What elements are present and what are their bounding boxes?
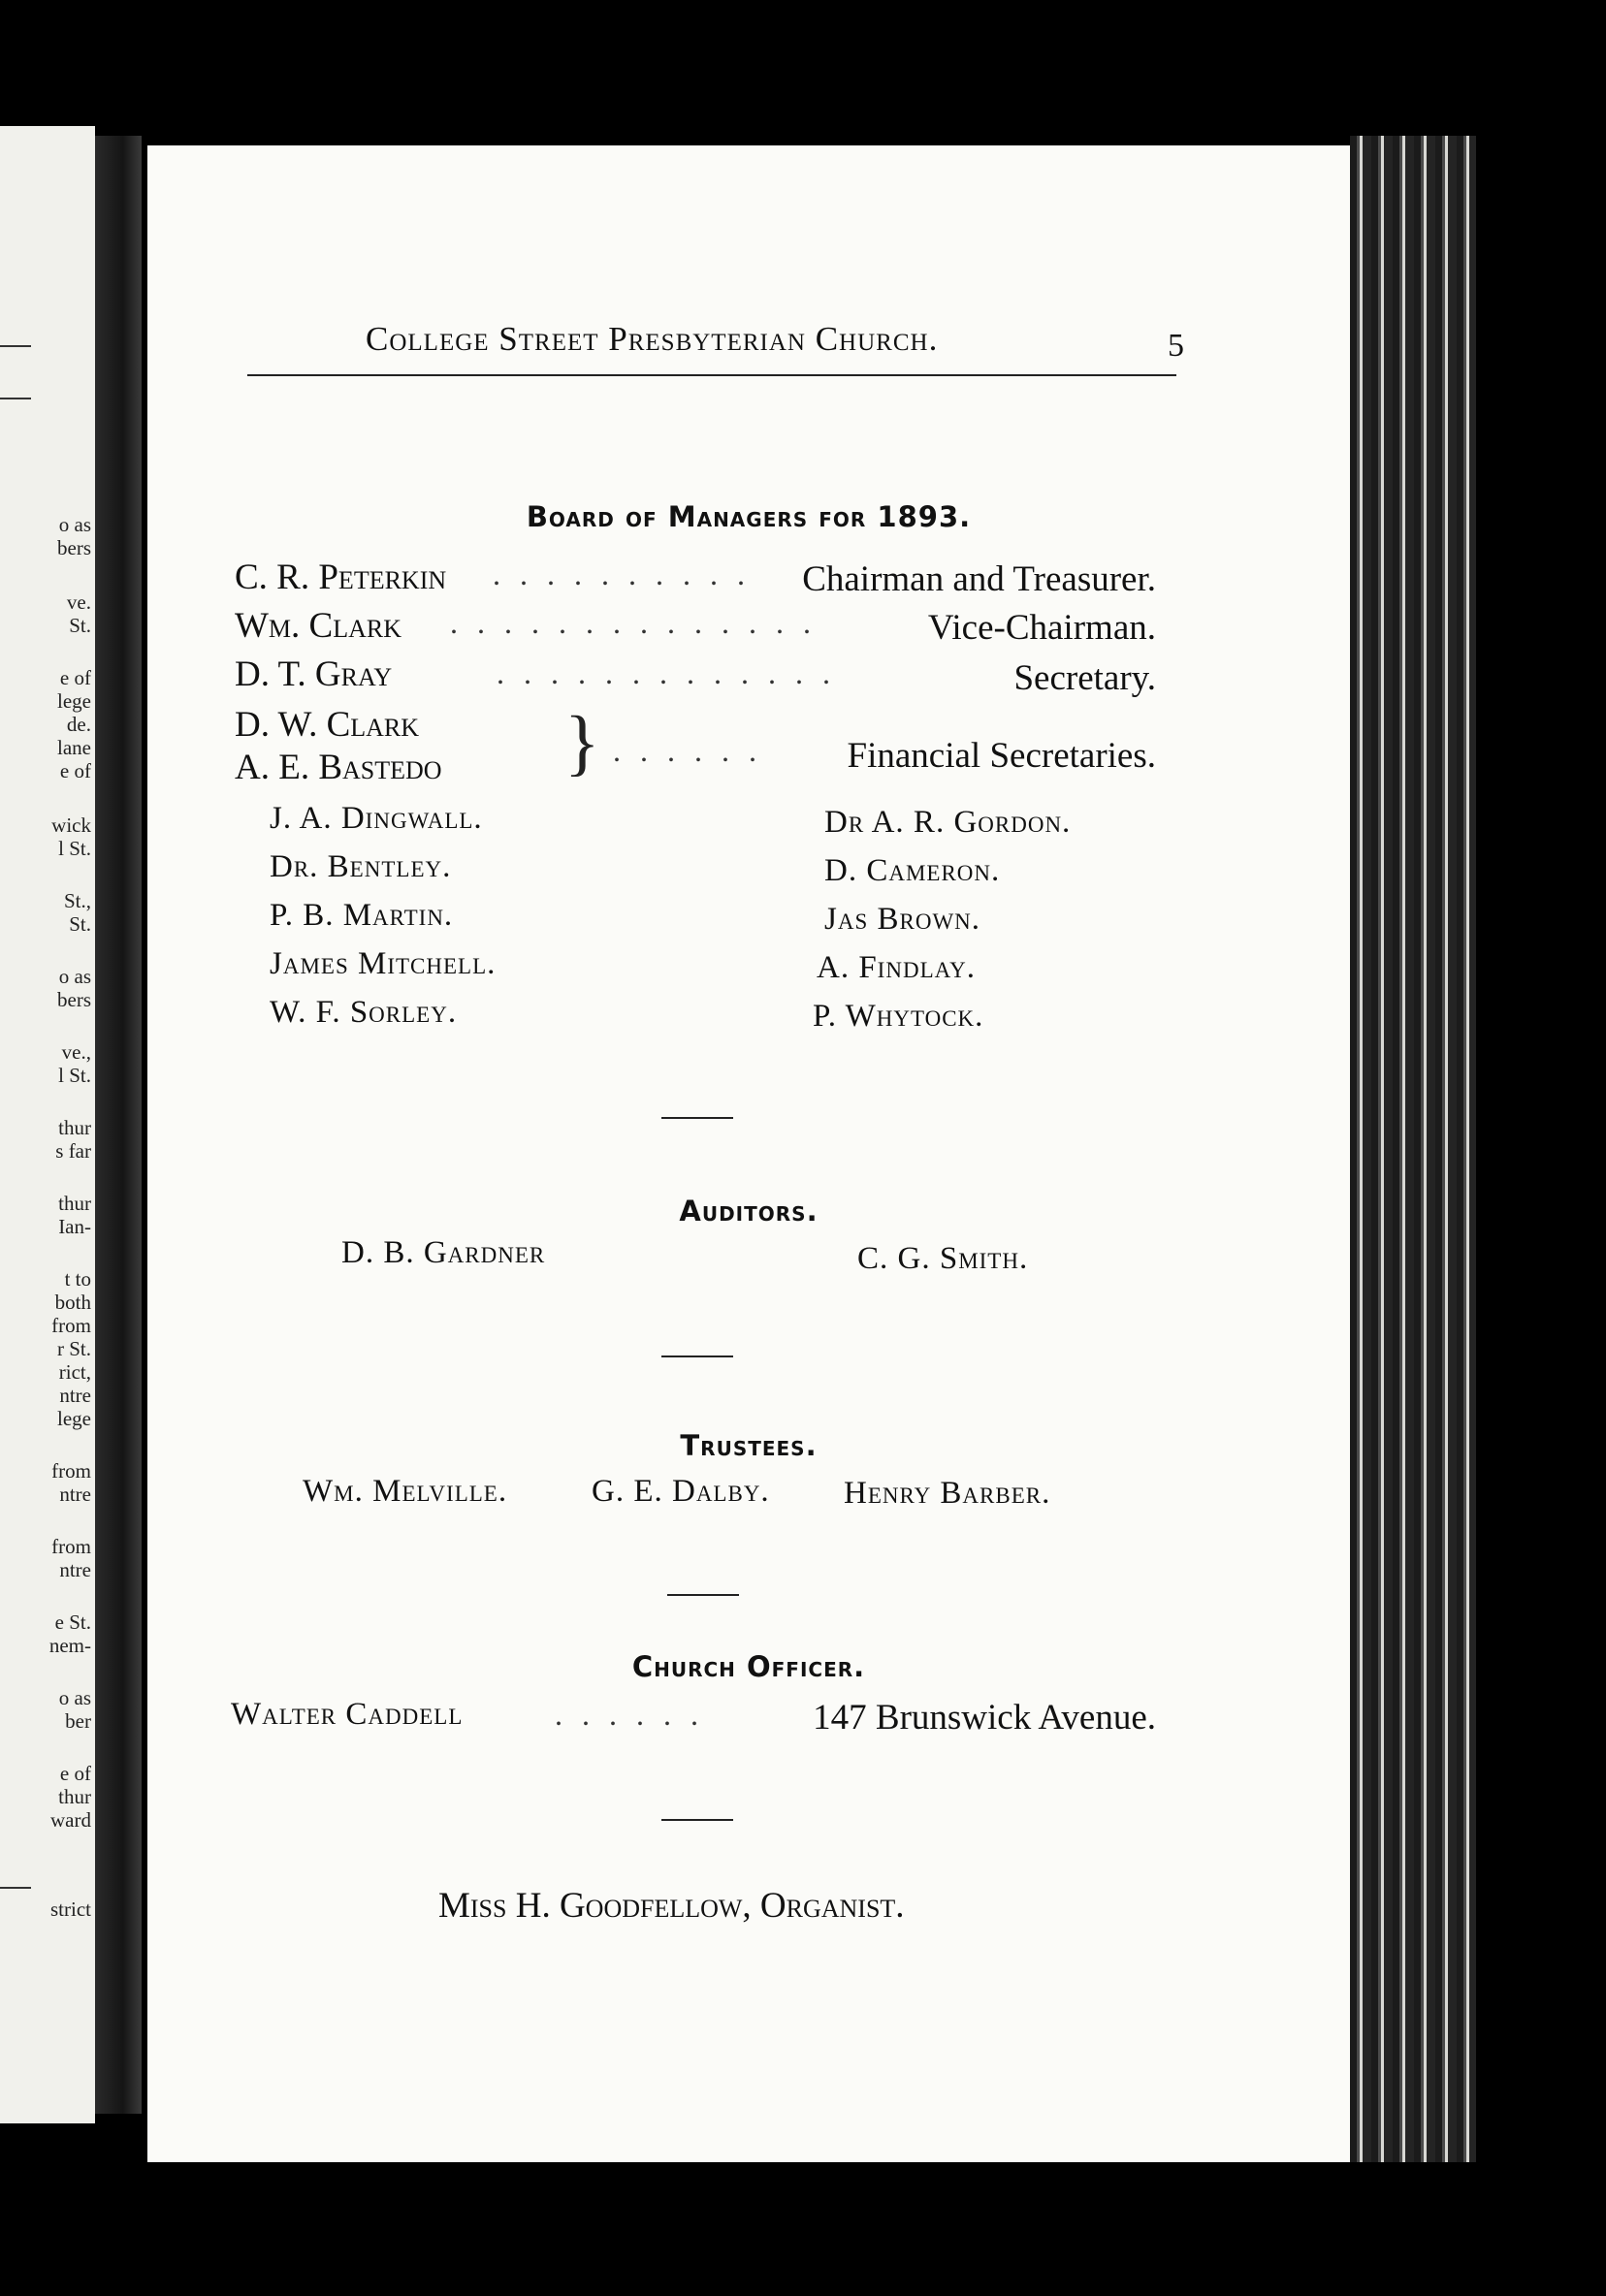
left-page-line: ve. — [66, 590, 91, 614]
officer-name: D. T. Gray — [235, 654, 393, 694]
left-page-line: bers — [57, 988, 91, 1011]
left-page-line: Ian- — [58, 1215, 91, 1238]
church-officer-address: 147 Brunswick Avenue. — [813, 1698, 1156, 1738]
leader-dots: . . . . . . . . . . . . . — [497, 655, 836, 690]
left-page-rule — [0, 1887, 31, 1889]
running-header-title: College Street Presbyterian Church. — [366, 320, 939, 358]
left-page-line: thur — [58, 1785, 91, 1808]
left-page-line: e of — [59, 1762, 91, 1785]
left-page-line: strict — [50, 1897, 91, 1921]
left-page-line: o as — [58, 1686, 91, 1709]
left-page-line: ntre — [59, 1558, 91, 1581]
left-page-line: o as — [58, 965, 91, 988]
officer-name: Wm. Clark — [235, 606, 402, 646]
section-divider — [661, 1355, 733, 1357]
left-page-line: e of — [59, 666, 91, 689]
left-page-line: St. — [69, 912, 91, 936]
left-page-line: t to — [64, 1267, 91, 1291]
church-officer-heading: Church Officer. — [631, 1650, 866, 1683]
left-page-line: both — [54, 1291, 91, 1314]
board-member: P. B. Martin. — [270, 898, 454, 933]
left-page-line: nem- — [48, 1634, 91, 1657]
leader-dots: . . . . . . . . . . . . . . — [450, 605, 817, 640]
board-member: A. Findlay. — [817, 950, 976, 985]
auditor-name: C. G. Smith. — [857, 1241, 1029, 1276]
left-page-line: lege — [57, 1407, 91, 1430]
book-page — [147, 145, 1350, 2162]
left-page-line: lane — [57, 736, 91, 759]
brace-icon: } — [564, 702, 600, 783]
board-member: J. A. Dingwall. — [270, 801, 483, 836]
left-page-line: wick — [51, 813, 91, 837]
officer-name: C. R. Peterkin — [235, 558, 447, 597]
left-page-rule — [0, 398, 31, 399]
left-page-line: e of — [59, 759, 91, 782]
trustee-name: G. E. Dalby. — [592, 1474, 770, 1509]
organist-line: Miss H. Goodfellow, Organist. — [438, 1886, 905, 1926]
left-page-line: from — [51, 1459, 91, 1483]
board-member: P. Whytock. — [813, 999, 984, 1034]
leader-dots: . . . . . . — [613, 733, 762, 768]
page-stack-edge — [1350, 136, 1476, 2162]
financial-secretaries-role: Financial Secretaries. — [847, 736, 1156, 776]
church-officer-name: Walter Caddell — [231, 1697, 464, 1732]
left-page-rule — [0, 345, 31, 347]
left-page-line: St., — [63, 889, 91, 912]
leader-dots: . . . . . . . . . . — [493, 557, 751, 591]
auditor-name: D. B. Gardner — [341, 1235, 546, 1270]
left-page-line: o as — [58, 513, 91, 536]
officer-role: Chairman and Treasurer. — [802, 559, 1156, 599]
left-page-line: ber — [65, 1709, 91, 1733]
left-page-line: ntre — [59, 1483, 91, 1506]
left-page-line: l St. — [58, 837, 91, 860]
book-gutter — [95, 136, 142, 2114]
board-member: Jas Brown. — [824, 902, 981, 937]
section-divider — [661, 1117, 733, 1119]
financial-secretary-name: D. W. Clark — [235, 705, 420, 745]
left-page-fragment — [0, 126, 95, 2123]
left-page-line: e St. — [54, 1610, 91, 1634]
trustee-name: Wm. Melville. — [303, 1474, 508, 1509]
left-page-line: de. — [66, 713, 91, 736]
left-page-line: s far — [55, 1139, 91, 1163]
left-page-line: lege — [57, 689, 91, 713]
section-divider — [661, 1819, 733, 1821]
board-member: Dr A. R. Gordon. — [824, 805, 1072, 840]
left-page-line: r St. — [56, 1337, 91, 1360]
financial-secretary-name: A. E. Bastedo — [235, 748, 442, 787]
header-rule — [247, 374, 1176, 376]
left-page-line: St. — [69, 614, 91, 637]
board-member: James Mitchell. — [270, 946, 497, 981]
left-page-line: from — [51, 1314, 91, 1337]
left-page-line: bers — [57, 536, 91, 559]
board-member: Dr. Bentley. — [270, 849, 452, 884]
officer-role: Vice-Chairman. — [927, 608, 1156, 648]
trustee-name: Henry Barber. — [844, 1476, 1051, 1511]
board-member: W. F. Sorley. — [270, 995, 458, 1030]
left-page-line: ntre — [59, 1384, 91, 1407]
left-page-line: thur — [58, 1116, 91, 1139]
left-page-line: ward — [50, 1808, 91, 1832]
leader-dots: . . . . . . — [555, 1697, 704, 1732]
auditors-heading: Auditors. — [679, 1195, 819, 1228]
left-page-line: l St. — [58, 1064, 91, 1087]
trustees-heading: Trustees. — [680, 1429, 818, 1462]
left-page-line: thur — [58, 1192, 91, 1215]
board-member: D. Cameron. — [824, 853, 1001, 888]
left-page-line: from — [51, 1535, 91, 1558]
page-number: 5 — [1168, 328, 1184, 364]
board-heading: Board of Managers for 1893. — [526, 500, 972, 533]
officer-role: Secretary. — [1013, 658, 1156, 698]
section-divider — [667, 1594, 739, 1596]
left-page-line: ve., — [61, 1040, 91, 1064]
left-page-line: rict, — [58, 1360, 91, 1384]
